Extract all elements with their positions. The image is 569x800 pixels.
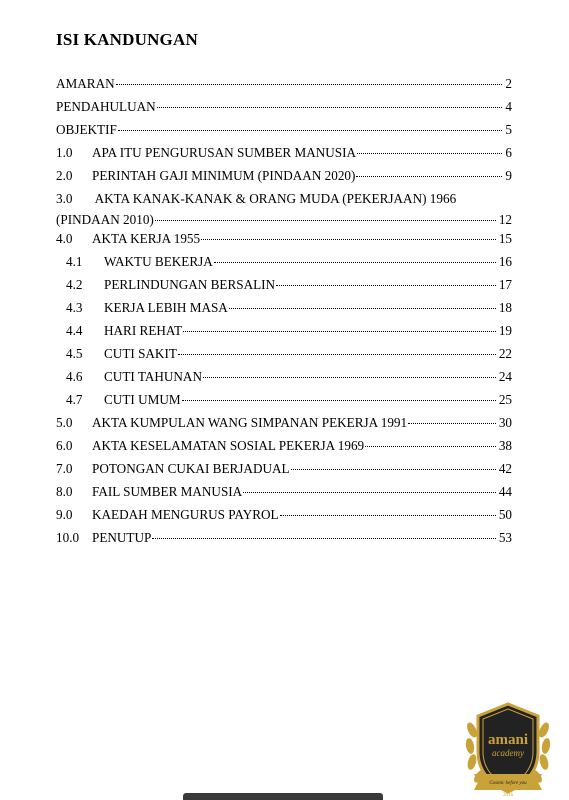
toc-entry-9-0[interactable] (56, 507, 512, 530)
toc-label-continued: (PINDAAN 2010) (56, 212, 154, 227)
toc-page-number: 50 (498, 507, 512, 522)
toc-number: 4.4 (66, 323, 83, 338)
toc-entry-7-0[interactable] (56, 461, 512, 484)
toc-number: 4.6 (66, 369, 83, 384)
logo-sub-text: academy (492, 748, 524, 758)
toc-label: PENUTUP (92, 530, 152, 545)
toc-number: 4.3 (66, 300, 83, 315)
leader-dots (203, 376, 496, 378)
toc-label: AKTA KANAK-KANAK & ORANG MUDA (PEKERJAAN) 1966 (94, 191, 457, 206)
leader-dots (276, 284, 496, 286)
page-title: ISI KANDUNGAN (56, 30, 198, 49)
leader-dots (157, 106, 503, 108)
toc-page-number: 12 (498, 212, 512, 227)
toc-page-number: 5 (505, 122, 512, 137)
toc-label: AKTA KESELAMATAN SOSIAL PEKERJA 1969 (92, 438, 365, 453)
toc-label: FAIL SUMBER MANUSIA (92, 484, 243, 499)
toc-page-number: 4 (505, 99, 512, 114)
horizontal-scrollbar[interactable] (183, 793, 383, 800)
toc-line-1 (56, 191, 512, 209)
toc-entry-4-4[interactable] (56, 323, 512, 346)
leader-dots (408, 422, 496, 424)
toc-page-number: 19 (498, 323, 512, 338)
leader-dots (214, 261, 496, 263)
toc-number: 9.0 (56, 507, 73, 522)
leader-dots (291, 468, 496, 470)
leader-dots (243, 491, 496, 493)
toc-number: 2.0 (56, 168, 73, 183)
toc-label: CUTI UMUM (104, 392, 181, 407)
toc-entry-3-0[interactable] (56, 191, 512, 231)
toc-entry-4-5[interactable] (56, 346, 512, 369)
toc-number: 10.0 (56, 530, 80, 545)
leader-dots (280, 514, 496, 516)
leader-dots (201, 238, 496, 240)
toc-page-number: 38 (498, 438, 512, 453)
leader-dots (357, 152, 502, 154)
toc-label: PERLINDUNGAN BERSALIN (104, 277, 276, 292)
toc-entry-4-2[interactable] (56, 277, 512, 300)
toc-label: CUTI TAHUNAN (104, 369, 202, 384)
toc-label: APA ITU PENGURUSAN SUMBER MANUSIA (92, 145, 357, 160)
leader-dots (182, 399, 496, 401)
toc-page-number: 25 (498, 392, 512, 407)
toc-number: 5.0 (56, 415, 73, 430)
logo-year-text: 2016 (503, 793, 513, 798)
toc-label: KERJA LEBIH MASA (104, 300, 228, 315)
toc-label: KAEDAH MENGURUS PAYROL (92, 507, 279, 522)
toc-page-number: 15 (498, 231, 512, 246)
logo-brand-text: amani (487, 732, 529, 748)
toc-page-number: 2 (505, 76, 512, 91)
toc-entry-8-0[interactable] (56, 484, 512, 507)
leader-dots (118, 129, 503, 131)
toc-page-number: 16 (498, 254, 512, 269)
toc-page-number: 6 (505, 145, 512, 160)
toc-entry-objektif[interactable] (56, 122, 512, 145)
toc-page-number: 22 (498, 346, 512, 361)
toc-number: 1.0 (56, 145, 73, 160)
toc-page-number: 18 (498, 300, 512, 315)
toc-number: 4.2 (66, 277, 83, 292)
leader-dots (365, 445, 496, 447)
toc-entry-6-0[interactable] (56, 438, 512, 461)
toc-page-number: 30 (498, 415, 512, 430)
toc-entry-amaran[interactable] (56, 76, 512, 99)
leader-dots (178, 353, 496, 355)
toc-entry-2-0[interactable] (56, 168, 512, 191)
toc-page-number: 53 (498, 530, 512, 545)
toc-label: CUTI SAKIT (104, 346, 177, 361)
leader-dots (152, 537, 495, 539)
toc-label: PERINTAH GAJI MINIMUM (PINDAAN 2020) (92, 168, 356, 183)
toc-page-number: 17 (498, 277, 512, 292)
toc-label: OBJEKTIF (56, 122, 117, 137)
amani-academy-logo (464, 700, 552, 798)
toc-label: AMARAN (56, 76, 115, 91)
toc-entry-4-0[interactable] (56, 231, 512, 254)
toc-label: AKTA KUMPULAN WANG SIMPANAN PEKERJA 1991 (92, 415, 408, 430)
table-of-contents (56, 76, 512, 553)
toc-entry-4-3[interactable] (56, 300, 512, 323)
toc-page-number: 9 (505, 168, 512, 183)
toc-number: 3.0 (56, 191, 73, 206)
toc-label: AKTA KERJA 1955 (92, 231, 201, 246)
toc-number: 7.0 (56, 461, 73, 476)
toc-page-number: 44 (498, 484, 512, 499)
toc-number: 4.5 (66, 346, 83, 361)
toc-entry-5-0[interactable] (56, 415, 512, 438)
toc-entry-4-1[interactable] (56, 254, 512, 277)
toc-number: 4.0 (56, 231, 73, 246)
leader-dots (155, 219, 496, 221)
leader-dots (116, 83, 503, 85)
toc-number: 8.0 (56, 484, 73, 499)
toc-label: POTONGAN CUKAI BERJADUAL (92, 461, 290, 476)
leader-dots (183, 330, 496, 332)
leader-dots (356, 175, 502, 177)
logo-motto-text: Cosmic before you (489, 781, 527, 786)
toc-label: WAKTU BEKERJA (104, 254, 213, 269)
toc-number: 4.1 (66, 254, 83, 269)
toc-page-number: 42 (498, 461, 512, 476)
toc-entry-10-0[interactable] (56, 530, 512, 553)
toc-entry-pendahuluan[interactable] (56, 99, 512, 122)
leader-dots (229, 307, 496, 309)
toc-line-2 (56, 212, 512, 228)
toc-entry-1-0[interactable] (56, 145, 512, 168)
toc-number: 6.0 (56, 438, 73, 453)
toc-entry-4-7[interactable] (56, 392, 512, 415)
toc-entry-4-6[interactable] (56, 369, 512, 392)
toc-label: PENDAHULUAN (56, 99, 156, 114)
toc-number: 4.7 (66, 392, 83, 407)
toc-page-number: 24 (498, 369, 512, 384)
toc-label: HARI REHAT (104, 323, 183, 338)
